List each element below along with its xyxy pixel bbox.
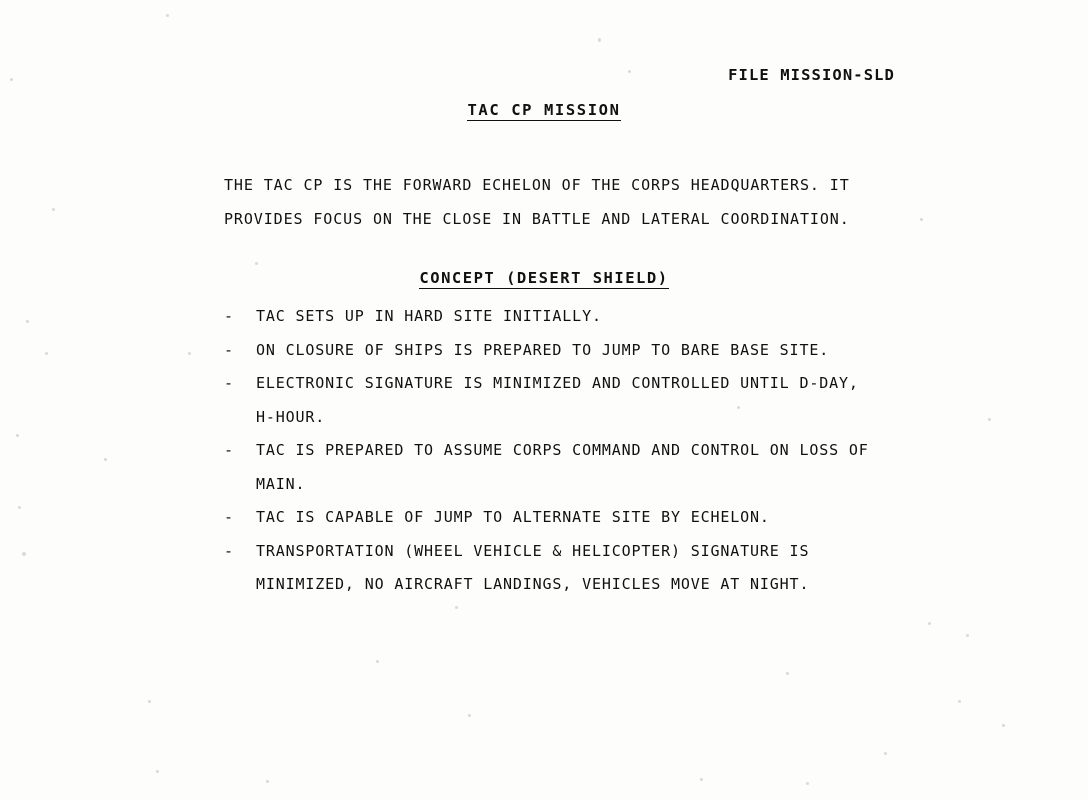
list-item-text <box>256 434 1014 501</box>
scan-speck <box>156 770 159 773</box>
bullet-marker: - <box>224 307 234 325</box>
scan-speck <box>18 506 21 509</box>
bullet-marker: - <box>224 441 234 459</box>
bullet-list <box>224 300 1014 602</box>
list-item-text <box>256 501 1014 535</box>
scan-speck <box>255 262 258 265</box>
list-item-line: MINIMIZED, NO AIRCRAFT LANDINGS, VEHICLES MOVE AT NIGHT. <box>256 575 810 593</box>
list-item-line: MAIN. <box>256 474 306 493</box>
file-identifier: FILE MISSION-SLD <box>728 66 895 84</box>
scan-speck <box>928 622 931 625</box>
list-item <box>224 367 1014 434</box>
scan-speck <box>26 320 29 323</box>
scan-speck <box>22 552 26 556</box>
list-item-text <box>256 300 1014 334</box>
list-item-line: H-HOUR. <box>256 407 326 426</box>
scan-speck <box>1002 724 1005 727</box>
scan-speck <box>598 38 601 42</box>
scan-speck <box>376 660 379 663</box>
list-item-line: ON CLOSURE OF SHIPS IS PREPARED TO JUMP TO BARE BASE SITE. <box>256 340 830 359</box>
page-title-text: TAC CP MISSION <box>467 101 621 119</box>
list-item <box>224 501 1014 535</box>
scan-speck <box>266 780 269 783</box>
list-item-line: TAC IS CAPABLE OF JUMP TO ALTERNATE SITE BY ECHELON. <box>256 508 770 526</box>
scan-speck <box>884 752 887 755</box>
intro-paragraph <box>224 168 924 236</box>
list-item <box>224 434 1014 501</box>
scan-speck <box>806 782 809 785</box>
list-item-line: TAC IS PREPARED TO ASSUME CORPS COMMAND AND CONTROL ON LOSS OF <box>256 441 869 459</box>
scan-speck <box>45 352 48 355</box>
bullet-marker: - <box>224 541 234 560</box>
list-item <box>224 300 1014 334</box>
scan-speck <box>188 352 191 355</box>
scan-speck <box>628 70 631 73</box>
list-item-line: TRANSPORTATION (WHEEL VEHICLE & HELICOPTER) SIGNATURE IS <box>256 541 810 560</box>
scan-speck <box>52 208 55 211</box>
list-item-text <box>256 334 1014 368</box>
scan-speck <box>104 458 107 461</box>
list-item-line: TAC SETS UP IN HARD SITE INITIALLY. <box>256 307 602 325</box>
scan-speck <box>148 700 151 703</box>
scan-speck <box>16 434 19 437</box>
section-heading <box>0 269 1088 287</box>
section-heading-text: CONCEPT (DESERT SHIELD) <box>419 269 669 287</box>
intro-line: THE TAC CP IS THE FORWARD ECHELON OF THE CORPS HEADQUARTERS. IT <box>224 176 850 194</box>
scan-speck <box>166 14 169 17</box>
list-item-line: ELECTRONIC SIGNATURE IS MINIMIZED AND CONTROLLED UNTIL D-DAY, <box>256 374 859 392</box>
intro-line: PROVIDES FOCUS ON THE CLOSE IN BATTLE AND LATERAL COORDINATION. <box>224 210 850 228</box>
scan-speck <box>700 778 703 781</box>
bullet-marker: - <box>224 508 234 526</box>
bullet-marker: - <box>224 340 234 359</box>
scan-speck <box>10 78 13 81</box>
scan-speck <box>468 714 471 717</box>
page-title <box>0 101 1088 119</box>
list-item-text <box>256 535 1014 602</box>
bullet-marker: - <box>224 374 234 392</box>
list-item <box>224 334 1014 368</box>
scan-speck <box>958 700 961 703</box>
scan-speck <box>966 634 969 637</box>
list-item <box>224 535 1014 602</box>
list-item-text <box>256 367 1014 434</box>
scan-speck <box>455 606 458 609</box>
scan-speck <box>786 672 789 675</box>
